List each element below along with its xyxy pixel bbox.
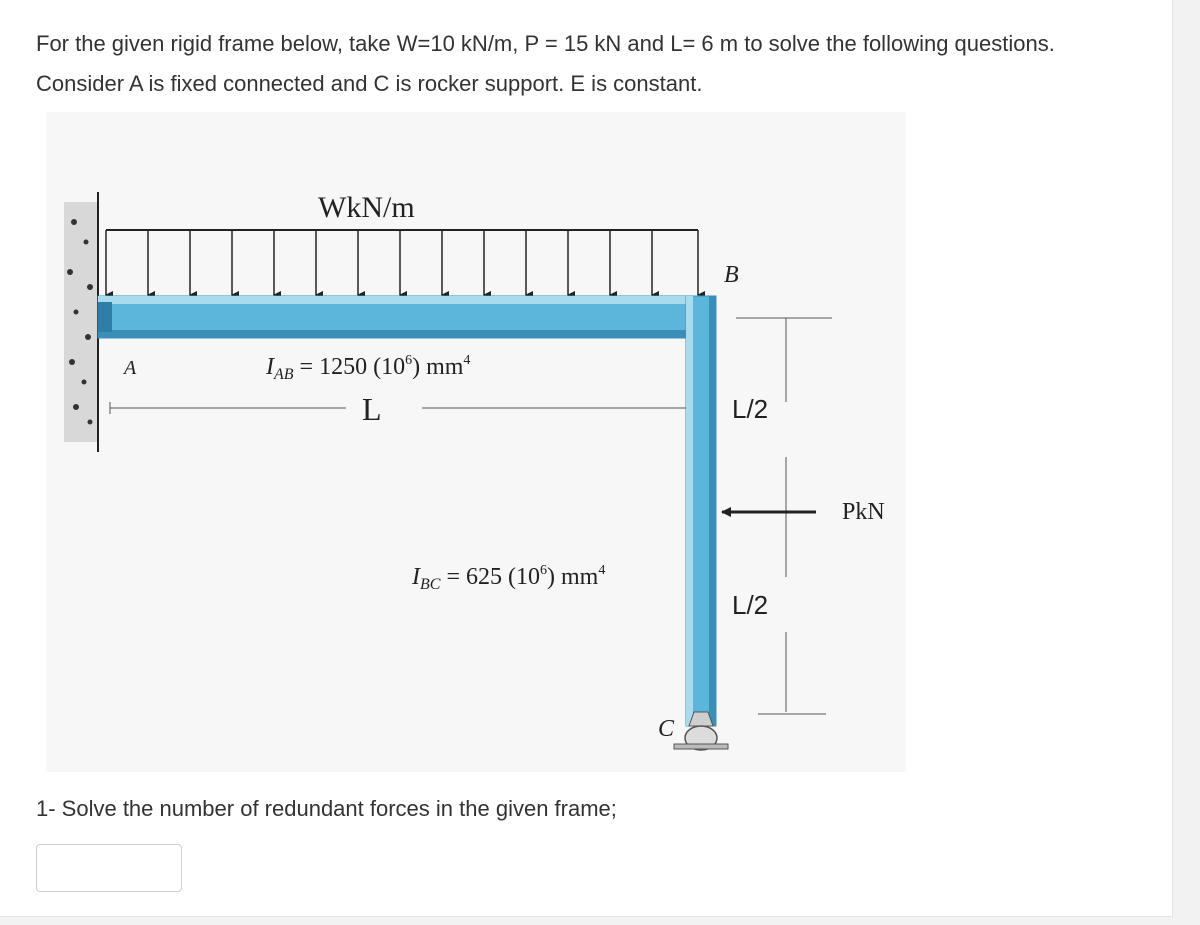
- problem-line-1: For the given rigid frame below, take W=10 kN/m, P = 15 kN and L= 6 m to solve the following questions.: [36, 31, 1055, 56]
- span-dimension: [110, 402, 686, 414]
- iab-label: $I_{AB} = 1250$ $(10^6)$ $mm^4$: [266, 353, 471, 383]
- distributed-load: [106, 230, 698, 295]
- beam-ab: [98, 296, 698, 338]
- label-c: C: [658, 716, 675, 742]
- label-a: A: [124, 357, 137, 379]
- question-1-text: 1- Solve the number of redundant forces in the given frame;: [36, 796, 617, 821]
- point-load-label: PkN: [842, 499, 885, 525]
- frame-figure: [46, 112, 906, 772]
- half-label-top: L/2: [732, 394, 769, 424]
- frame-diagram: [46, 112, 906, 772]
- column-bc: [686, 296, 716, 726]
- ibc-label: $I_{BC} = 625$ $(10^6)$ $mm^4$: [412, 563, 606, 593]
- problem-statement: [36, 24, 1156, 104]
- half-label-bottom: L/2: [732, 590, 769, 620]
- problem-line-2: Consider A is fixed connected and C is rocker support. E is constant.: [36, 71, 703, 96]
- rocker-support: [674, 712, 728, 750]
- load-label: WkN/m: [318, 191, 415, 224]
- span-label: L: [362, 391, 382, 427]
- height-dimension: [736, 318, 832, 714]
- answer-input[interactable]: [36, 844, 182, 892]
- fixed-wall-support: [64, 192, 98, 452]
- label-b: B: [724, 262, 739, 288]
